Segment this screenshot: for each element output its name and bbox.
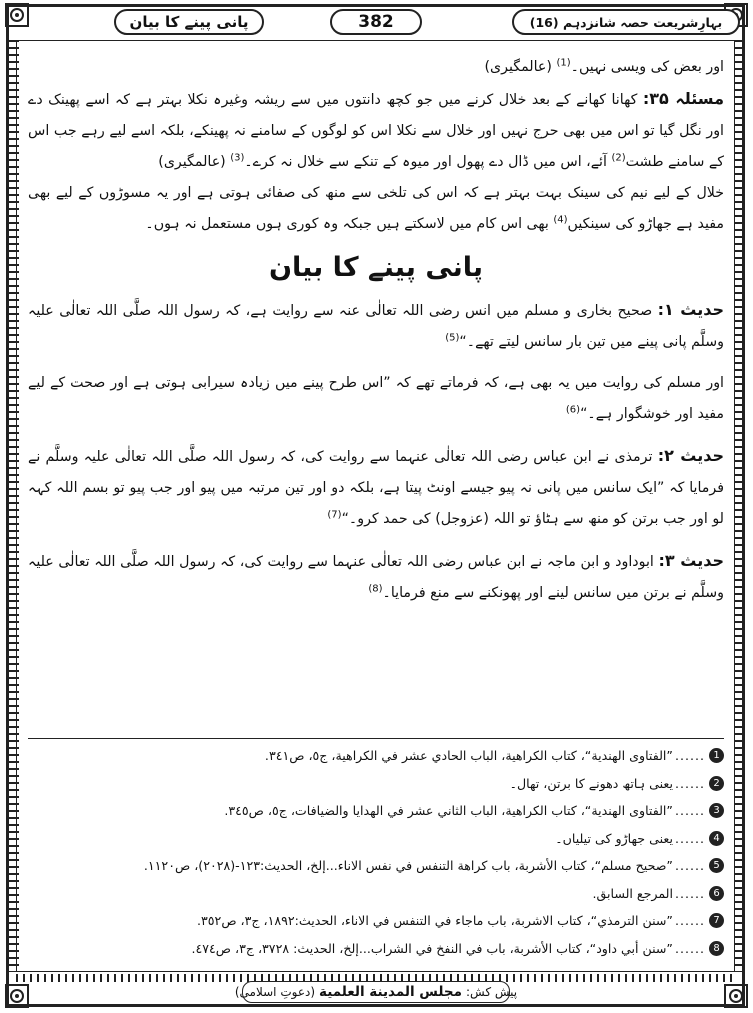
citation: (عالمگیری) <box>484 59 557 75</box>
paragraph-intro <box>28 52 724 83</box>
paragraph-hadith-2 <box>28 440 724 535</box>
corner-ornament-top-left <box>4 2 30 28</box>
footnote-ref: (4) <box>553 214 568 226</box>
book-title-header: بہارِشریعت حصہ شانزدہم (16) <box>512 9 740 35</box>
footnote-item: 6 ...... المرجع السابق. <box>28 880 724 908</box>
hadith-label: حدیث ۳: <box>658 551 724 570</box>
footer-prefix: پیش کش: <box>466 985 518 999</box>
footnote-text: ”صحيح مسلم“، كتاب الأشربة، باب كراهة التنفس في نفس الاناء...إلخ، الحديث:١٢٣-(٢٠٢٨)، ص١١٢٠. <box>143 858 673 874</box>
paragraph-text: صحیح بخاری و مسلم میں انس رضی اللہ تعالٰی عنہ سے روایت ہے، کہ رسول اللہ صلَّی اللہ تعالٰی علیہ وسلَّم پانی پینے میں تین بار سانس لیتے تھے۔“ <box>28 303 724 350</box>
corner-ornament-bottom-right <box>723 983 749 1009</box>
paragraph-text: ابوداود و ابن ماجہ نے ابن عباس رضی اللہ تعالٰی عنہما سے روایت کی، کہ رسول اللہ صلَّی اللہ تعالٰی علیہ وسلَّم نے برتن میں سانس لینے اور پھونکنے سے منع فرمایا۔ <box>28 554 724 601</box>
main-text <box>28 52 724 609</box>
footnote-item: 8 ...... ”سنن أبي داود“، كتاب الأشربة، باب في النفخ في الشراب...إلخ، الحديث: ٣٧٢٨، ج٣، ص٤٧٤. <box>28 935 724 963</box>
hadith-label: حدیث ۲: <box>657 446 724 465</box>
footnote-divider <box>28 738 724 739</box>
footnotes <box>28 742 724 962</box>
paragraph-text: اور مسلم کی روایت میں یہ بھی ہے، کہ فرماتے تھے کہ ”اس طرح پینے میں زیادہ سیرابی ہوتی ہے اور صحت کے لیے مفید اور خوشگوار ہے۔“ <box>28 375 724 422</box>
footnote-number: 5 <box>709 858 724 873</box>
footnote-item: 3 ...... ”الفتاوی الهندية“، كتاب الكراهية، الباب الثاني عشر في الهدايا والضيافات، ج٥، ص٣٤٥. <box>28 797 724 825</box>
publisher-name: مجلس المدينة العلمية <box>319 984 462 1000</box>
publisher-footer <box>234 981 518 1003</box>
footnote-number: 7 <box>709 913 724 928</box>
footnote-number: 4 <box>709 831 724 846</box>
footnote-text: ”الفتاوی الهندية“، كتاب الكراهية، الباب الثاني عشر في الهدايا والضيافات، ج٥، ص٣٤٥. <box>224 803 673 819</box>
footnote-text: المرجع السابق. <box>592 885 673 901</box>
footnote-number: 3 <box>709 803 724 818</box>
footnote-item: 4 ...... یعنی جھاڑو کی تیلیاں۔ <box>28 825 724 853</box>
footnote-ref: (6) <box>565 404 581 416</box>
footnote-ref: (1) <box>556 57 571 69</box>
paragraph-text: اور بعض کی ویسی نہیں۔ <box>570 59 724 75</box>
masala-label: مسئلہ ۳۵: <box>642 89 724 108</box>
footnote-item: 2 ...... یعنی ہاتھ دھونے کا برتن، تھال۔ <box>28 770 724 798</box>
paragraph-hadith-1 <box>28 294 724 358</box>
section-title: پانی پینے کا بیان <box>268 252 484 283</box>
footnote-ref: (3) <box>230 152 245 164</box>
footnote-item: 1 ...... ”الفتاوی الهندية“، كتاب الكراهية، الباب الحادي عشر في الكراهية، ج٥، ص٣٤١. <box>28 742 724 770</box>
paragraph-khilal <box>28 178 724 240</box>
paragraph-text: ترمذی نے ابن عباس رضی اللہ تعالٰی عنہما سے روایت کی، کہ رسول اللہ صلَّی اللہ تعالٰی علیہ وسلَّم نے فرمایا کہ ”ایک سانس میں پانی نہ پیو جیسے اونٹ پیتا ہے، بلکہ دو اور تین مرتبہ میں پیو اور جب پیو تو بسم اللہ کہہ لو اور جب برتن کو منھ سے ہٹاؤ تو اللہ (عزوجل) کی حمد کرو۔“ <box>28 449 724 527</box>
footer-suffix: (دعوتِ اسلامی) <box>234 985 316 999</box>
footnote-number: 2 <box>709 776 724 791</box>
paragraph-hadith-3 <box>28 545 724 609</box>
corner-ornament-bottom-left <box>4 983 30 1009</box>
chapter-title-header: پانی پینے کا بیان <box>114 9 264 35</box>
footnote-text: ”سنن أبي داود“، كتاب الأشربة، باب في النفخ في الشراب...إلخ، الحديث: ٣٧٢٨، ج٣، ص٤٧٤. <box>191 940 673 956</box>
paragraph-text: کھانا کھانے کے بعد خلال کرنے میں جو کچھ دانتوں میں سے ریشہ وغیرہ نکلا بہتر ہے کہ اسے پھینک دے اور نگل گیا تو اس میں بھی حرج نہیں اور خلال سے نکلا اس کو لوگوں کے سامنے نہ پھینکے، بلکہ اسے لیے رہے جب اس کے سامنے طشت <box>28 92 724 170</box>
left-border-ornament <box>9 40 19 972</box>
footnote-text: ”سنن الترمذي“، كتاب الاشربة، باب ماجاء في التنفس في الاناء، الحديث:١٨٩٢، ج٣، ص٣٥٢. <box>197 913 673 929</box>
footnote-ref: (7) <box>327 509 342 521</box>
footnote-number: 6 <box>709 886 724 901</box>
citation: (عالمگیری) <box>158 154 231 170</box>
right-border-ornament <box>734 40 744 972</box>
paragraph-masala-35 <box>28 83 724 178</box>
paragraph-text: خلال کے لیے نیم کی سینک بہت بہتر ہے کہ اس کی تلخی سے منھ کی صفائی ہوتی ہے اور یہ مسوڑوں کے لیے بھی مفید ہے جھاڑو کی سینکیں <box>28 185 724 232</box>
footnote-item: 7 ...... ”سنن الترمذي“، كتاب الاشربة، باب ماجاء في التنفس في الاناء، الحديث:١٨٩٢، ج٣، ص٣٥٢. <box>28 907 724 935</box>
footnote-ref: (5) <box>445 332 460 344</box>
paragraph-text: بھی اس کام میں لاسکتے ہیں جبکہ وہ کوری ہوں مستعمل نہ ہوں۔ <box>145 216 554 232</box>
paragraph-text: آئے، اس میں ڈال دے پھول اور میوہ کے تنکے سے خلال نہ کرے۔ <box>244 154 612 170</box>
footnote-ref: (8) <box>368 583 383 595</box>
footnote-text: ”الفتاوی الهندية“، كتاب الكراهية، الباب الحادي عشر في الكراهية، ج٥، ص٣٤١. <box>264 748 673 764</box>
footnote-text: یعنی جھاڑو کی تیلیاں۔ <box>555 830 673 846</box>
footnote-text: یعنی ہاتھ دھونے کا برتن، تھال۔ <box>509 775 673 791</box>
footnote-number: 8 <box>709 941 724 956</box>
footnote-item: 5 ...... ”صحيح مسلم“، كتاب الأشربة، باب كراهة التنفس في نفس الاناء...إلخ، الحديث:١٢٣-(٢٠٢٨)، ص١١٢٠. <box>28 852 724 880</box>
paragraph-hadith-1b <box>28 368 724 430</box>
footnote-number: 1 <box>709 748 724 763</box>
hadith-label: حدیث ۱: <box>657 300 725 319</box>
footnote-ref: (2) <box>611 152 626 164</box>
page-number: 382 <box>330 9 422 35</box>
